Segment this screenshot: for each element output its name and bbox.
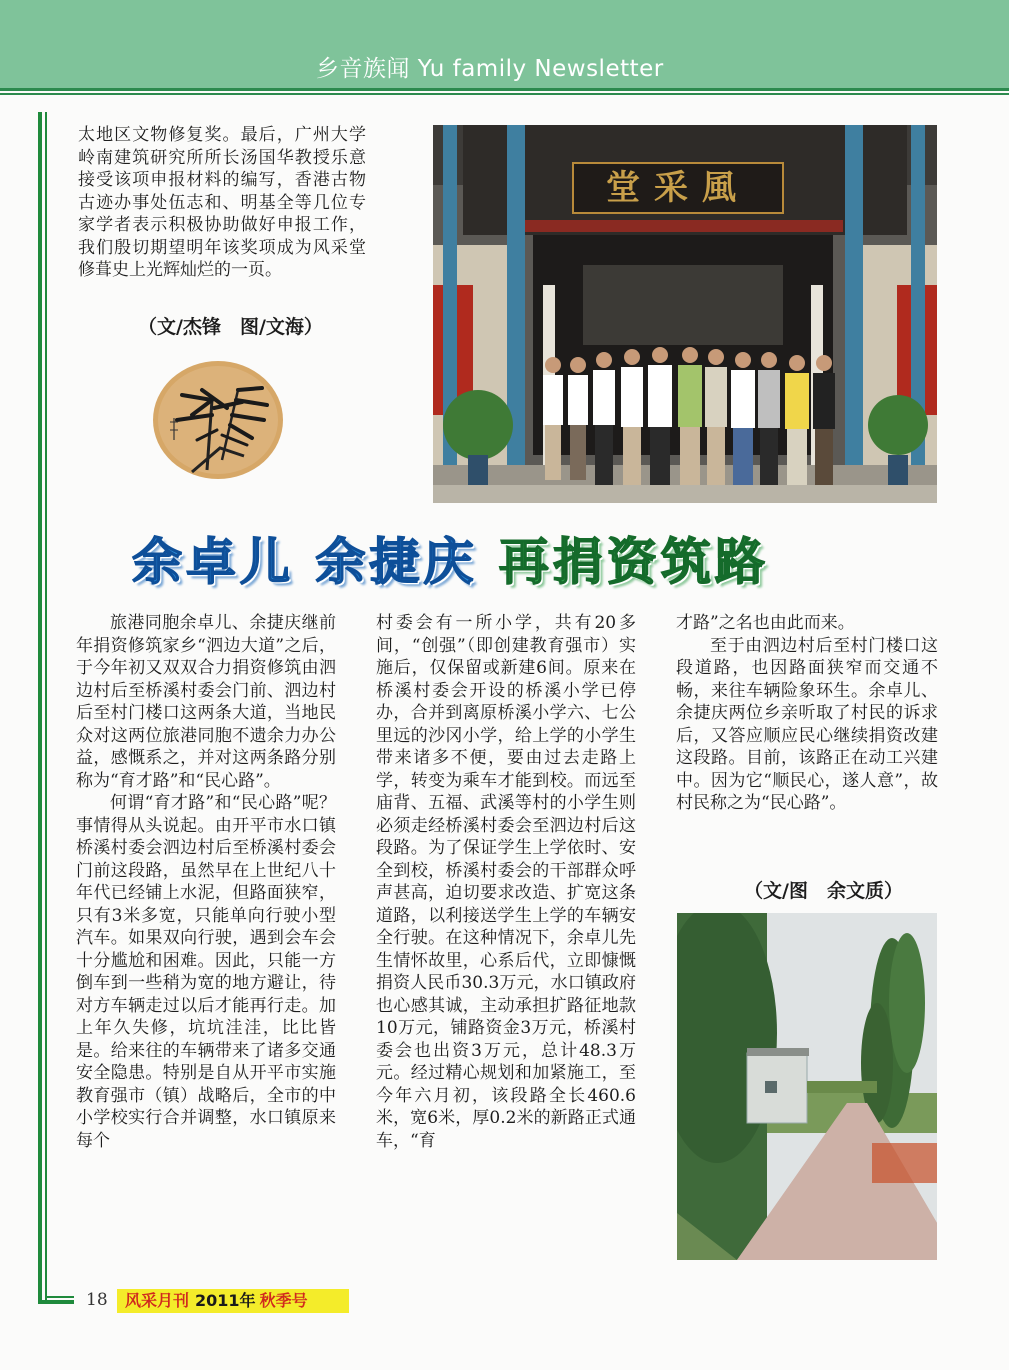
- article-column-3: [676, 612, 938, 815]
- header-divider-thin: [0, 93, 1009, 95]
- header-divider: [0, 88, 1009, 91]
- newsletter-title: 乡音族闻 Yu family Newsletter: [316, 56, 664, 82]
- road-photo: [677, 913, 937, 1260]
- article-paragraph: 何谓“育才路”和“民心路”呢？事情得从头说起。由开平市水口镇桥溪村委会泗边村后至桥溪村委会门前这段路，虽然早在上世纪八十年代已经铺上水泥，但路面狭窄，只有3米多宽，只能单向行驶小型汽车。如果双向行驶，遇到会车会十分尴尬和困难。因此，只能一方倒车到一些稍为宽的地方避让，待对方车辆走过以后才能再行走。加上年久失修，坑坑洼洼，比比皆是。给来往的车辆带来了诸多交通安全隐患。特别是自从开平市实施教育强市（镇）战略后，全市的中小学校实行合并调整，水口镇原来每个: [76, 793, 336, 1151]
- issue-year: 2011年: [195, 1291, 256, 1310]
- article-paragraph: 村委会有一所小学，共有20多间，“创强”（即创建教育强市）实施后，仅保留或新建6间。原来在桥溪村委会开设的桥溪小学已停办，合并到离原桥溪小学六、七公里远的沙冈小学，给上学的小学生带来诸多不便，要由过去走路上学，转变为乘车才能到校。而远至庙背、五福、武溪等村的小学生则必须走经桥溪村委会至泗边村后这段路。为了保证学生上学依时、安全到校，桥溪村委会的干部群众呼声甚高，迫切要求改造、扩宽这条道路，以利接送学生上学的车辆安全行驶。在这种情况下，余卓儿先生情怀故里，心系后代，立即慷慨捐资人民币30.3万元，水口镇政府也心感其诚，主动承担扩路征地款10万元，铺路资金3万元，桥溪村委会也出资3万元，总计48.3万元。经过精心规划和加紧施工，至今年六月初，该段路全长460.6米，宽6米，厚0.2米的新路正式通车，“育: [376, 613, 636, 1151]
- bottom-frame-bar: [38, 1300, 74, 1304]
- issue-season: 秋季号: [259, 1291, 308, 1310]
- hall-plaque-text: 堂采風: [606, 168, 750, 208]
- article-headline: [132, 532, 892, 592]
- left-frame-bar-thin: [45, 112, 47, 1300]
- article-column-1: [76, 612, 336, 1152]
- article-paragraph: 才路”之名也由此而来。: [676, 613, 855, 633]
- article-paragraph: 旅港同胞余卓儿、余捷庆继前年捐资修筑家乡“泗边大道”之后，于今年初又双双合力捐资修筑由泗边村后至桥溪村委会门前、泗边村后至村门楼口这两条大道，当地民众对这两位旅港同胞不遗余力办公益，感慨系之，并对这两条路分别称为“育才路”和“民心路”。: [76, 613, 336, 791]
- article-paragraph: 至于由泗边村后至村门楼口这段道路，也因路面狭窄而交通不畅，来往车辆险象环生。余卓儿、余捷庆两位乡亲听取了村民的诉求后，又答应顺应民心继续捐资改建这段路。目前，该路正在动工兴建中。因为它“顺民心，遂人意”，故村民称之为“民心路”。: [676, 635, 938, 813]
- bamboo-painting-image: [152, 360, 284, 480]
- top-article-paragraph: 太地区文物修复奖。最后，广州大学岭南建筑研究所所长汤国华教授乐意接受该项申报材料的编写，香港古物古迹办事处伍志和、明基全等几位专家学者表示积极协助做好申报工作，我们殷切期望明年该奖项成为风采堂修葺史上光辉灿烂的一页。: [78, 125, 366, 280]
- headline-names: 余卓儿 余捷庆: [132, 533, 478, 591]
- road-photo-image: [677, 913, 937, 1260]
- top-article-credit: （文/杰锋 图/文海）: [138, 316, 323, 338]
- magazine-name: 风采月刊: [125, 1291, 190, 1310]
- article-credit: （文/图 余文质）: [744, 880, 903, 902]
- bamboo-painting-medallion: [152, 360, 284, 480]
- headline-action: 再捐资筑路: [498, 533, 769, 591]
- bottom-frame-bar-thin: [45, 1296, 74, 1298]
- footer-masthead: [117, 1289, 349, 1313]
- page-number: 18: [86, 1290, 108, 1310]
- top-article-text: [78, 124, 366, 282]
- article-column-2: [376, 612, 636, 1152]
- left-frame-bar: [38, 112, 42, 1304]
- hall-group-photo: [433, 125, 937, 503]
